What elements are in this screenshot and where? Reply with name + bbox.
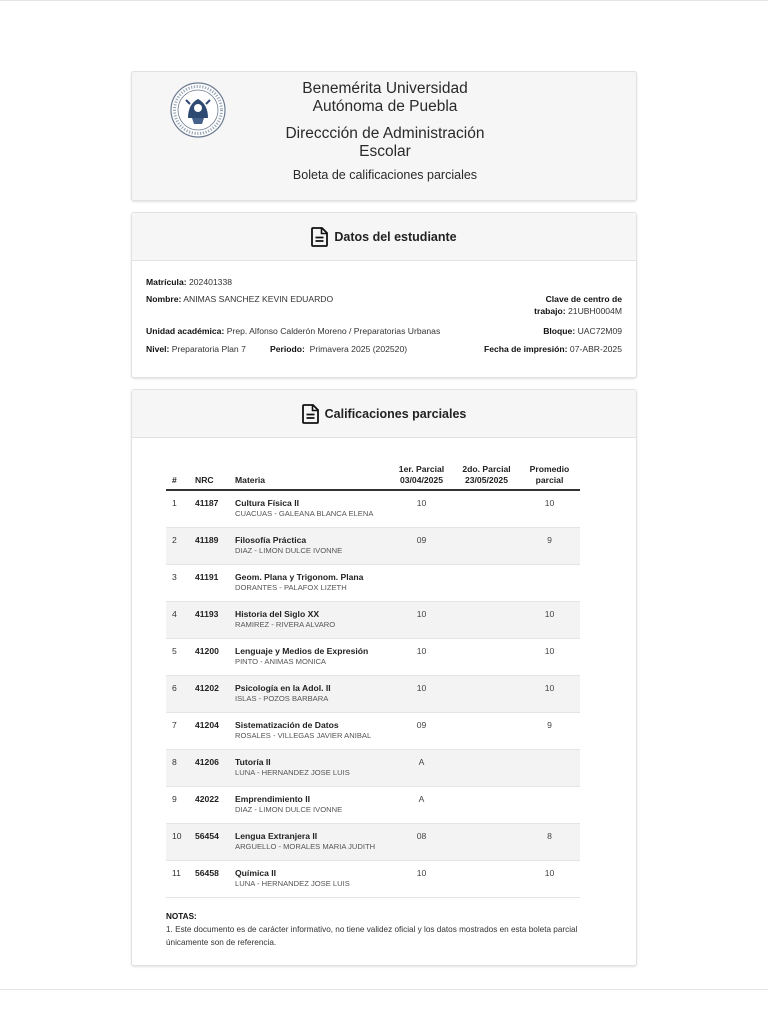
row-promedio [519,787,580,824]
row-promedio: 10 [519,490,580,528]
row-promedio: 10 [519,602,580,639]
row-nrc: 41193 [191,602,231,639]
row-parcial-2 [454,528,519,565]
nombre-field: Nombre: ANIMAS SANCHEZ KEVIN EDUARDO [146,294,334,304]
row-parcial-2 [454,787,519,824]
subject-name: Historia del Siglo XX [235,609,320,619]
subject-name: Cultura Física II [235,498,299,508]
row-num: 4 [166,602,191,639]
row-materia [231,565,389,602]
row-num: 5 [166,639,191,676]
row-materia [231,750,389,787]
table-row [166,639,580,676]
notes: NOTAS: 1. Este documento es de carácter informativo, no tiene validez oficial y los datos mostrados en esta boleta parcial únicamente son de referencia. [166,910,586,949]
subject-name: Lengua Extranjera II [235,831,318,841]
subject-name: Emprendimiento II [235,794,310,804]
row-materia [231,787,389,824]
row-parcial-2 [454,824,519,861]
row-materia [231,602,389,639]
row-parcial-1: 08 [389,824,454,861]
subject-name: Filosofía Práctica [235,535,307,545]
row-num: 7 [166,713,191,750]
department-name: Direcc​ción de Administración Escolar [285,125,485,160]
row-promedio: 8 [519,824,580,861]
table-row [166,713,580,750]
row-promedio: 10 [519,639,580,676]
table-row [166,787,580,824]
row-parcial-1: 10 [389,861,454,898]
table-row [166,824,580,861]
row-materia [231,861,389,898]
row-parcial-1 [389,565,454,602]
row-nrc: 41202 [191,676,231,713]
row-num: 10 [166,824,191,861]
table-row [166,490,580,528]
subject-name: Sistematización de Datos [235,720,339,730]
row-parcial-1: 10 [389,602,454,639]
table-row [166,602,580,639]
top-divider [0,0,768,1]
row-num: 1 [166,490,191,528]
row-materia [231,528,389,565]
university-seal-icon [170,82,226,138]
col-num: # [166,455,191,490]
row-nrc: 41191 [191,565,231,602]
row-nrc: 56454 [191,824,231,861]
row-promedio: 10 [519,676,580,713]
row-promedio: 9 [519,528,580,565]
subject-name: Tutoría II [235,757,271,767]
nivel-field: Nivel: Preparatoria Plan 7 [146,344,246,354]
col-materia: Materia [231,455,389,490]
student-card [131,212,637,378]
row-nrc: 42022 [191,787,231,824]
row-parcial-1: A [389,750,454,787]
row-parcial-2 [454,602,519,639]
university-name: Benemérita Universidad Autónoma de Puebla [302,80,468,115]
table-row [166,565,580,602]
unidad-field: Unidad académica: Prep. Alfonso Calderón Moreno / Preparatorias Urbanas [146,326,441,336]
row-promedio [519,750,580,787]
grades-section-header [132,390,636,438]
row-materia [231,676,389,713]
row-num: 3 [166,565,191,602]
row-parcial-2 [454,750,519,787]
row-promedio: 9 [519,713,580,750]
row-num: 11 [166,861,191,898]
row-nrc: 56458 [191,861,231,898]
periodo-field: Periodo: Primavera 2025 (202520) [270,344,408,354]
row-parcial-2 [454,639,519,676]
row-parcial-1: 10 [389,639,454,676]
row-nrc: 41206 [191,750,231,787]
row-parcial-1: 10 [389,490,454,528]
matricula-field: Matrícula: 202401338 [146,277,232,287]
subject-name: Psicología en la Adol. II [235,683,331,693]
student-section-title: Datos del estudiante [334,229,457,244]
grades-table [166,455,580,898]
table-row [166,528,580,565]
col-parcial-1: 1er. Parcial 03/04/2025 [389,455,454,490]
row-parcial-2 [454,713,519,750]
col-nrc: NRC [191,455,231,490]
row-parcial-2 [454,676,519,713]
student-section-header [132,213,636,261]
row-promedio [519,565,580,602]
teacher-name: ISLAS - POZOS BARBARA [235,694,329,703]
row-promedio: 10 [519,861,580,898]
subject-name: Lenguaje y Medios de Expresión [235,646,369,656]
bloque-field: Bloque: UAC72M09 [543,326,622,336]
row-materia [231,639,389,676]
grades-section-title: Calificaciones parciales [324,406,467,421]
row-parcial-1: 10 [389,676,454,713]
table-header-row [166,455,580,490]
row-materia [231,824,389,861]
row-parcial-2 [454,490,519,528]
row-parcial-1: 09 [389,713,454,750]
grades-card [131,389,637,966]
row-materia [231,713,389,750]
teacher-name: CUACUAS - GALEANA BLANCA ELENA [235,509,374,518]
teacher-name: DORANTES - PALAFOX LIZETH [235,583,347,592]
col-parcial-2: 2do. Parcial 23/05/2025 [454,455,519,490]
table-row [166,861,580,898]
note-item: 1. Este documento es de carácter informativo, no tiene validez oficial y los datos mostrados en esta boleta parcial únicamente son de referencia. [166,925,578,947]
row-num: 8 [166,750,191,787]
table-row [166,676,580,713]
table-row [166,750,580,787]
clave-field: Clave de centro de trabajo: 21UBH0004M [534,294,622,316]
document-title: Boleta de calificaciones parciales [292,168,478,182]
teacher-name: DIAZ - LIMON DULCE IVONNE [235,546,343,555]
subject-name: Geom. Plana y Trigonom. Plana [235,572,364,582]
row-num: 9 [166,787,191,824]
row-parcial-1: A [389,787,454,824]
row-materia [231,490,389,528]
document-icon [302,404,319,424]
row-num: 2 [166,528,191,565]
row-num: 6 [166,676,191,713]
teacher-name: LUNA - HERNANDEZ JOSE LUIS [235,768,350,777]
teacher-name: PINTO - ANIMAS MONICA [235,657,326,666]
teacher-name: DIAZ - LIMON DULCE IVONNE [235,805,343,814]
row-parcial-2 [454,565,519,602]
teacher-name: RAMIREZ - RIVERA ALVARO [235,620,336,629]
row-nrc: 41200 [191,639,231,676]
row-parcial-2 [454,861,519,898]
header-card [131,71,637,201]
row-nrc: 41187 [191,490,231,528]
fecha-field: Fecha de impresión: 07-ABR-2025 [483,344,622,354]
row-parcial-1: 09 [389,528,454,565]
teacher-name: ROSALES - VILLEGAS JAVIER ANIBAL [235,731,372,740]
teacher-name: ARGUELLO - MORALES MARIA JUDITH [235,842,376,851]
bottom-divider [0,989,768,990]
subject-name: Química II [235,868,277,878]
row-nrc: 41204 [191,713,231,750]
row-nrc: 41189 [191,528,231,565]
document-icon [311,227,328,247]
teacher-name: LUNA - HERNANDEZ JOSE LUIS [235,879,350,888]
col-promedio: Promedio parcial [519,455,580,490]
